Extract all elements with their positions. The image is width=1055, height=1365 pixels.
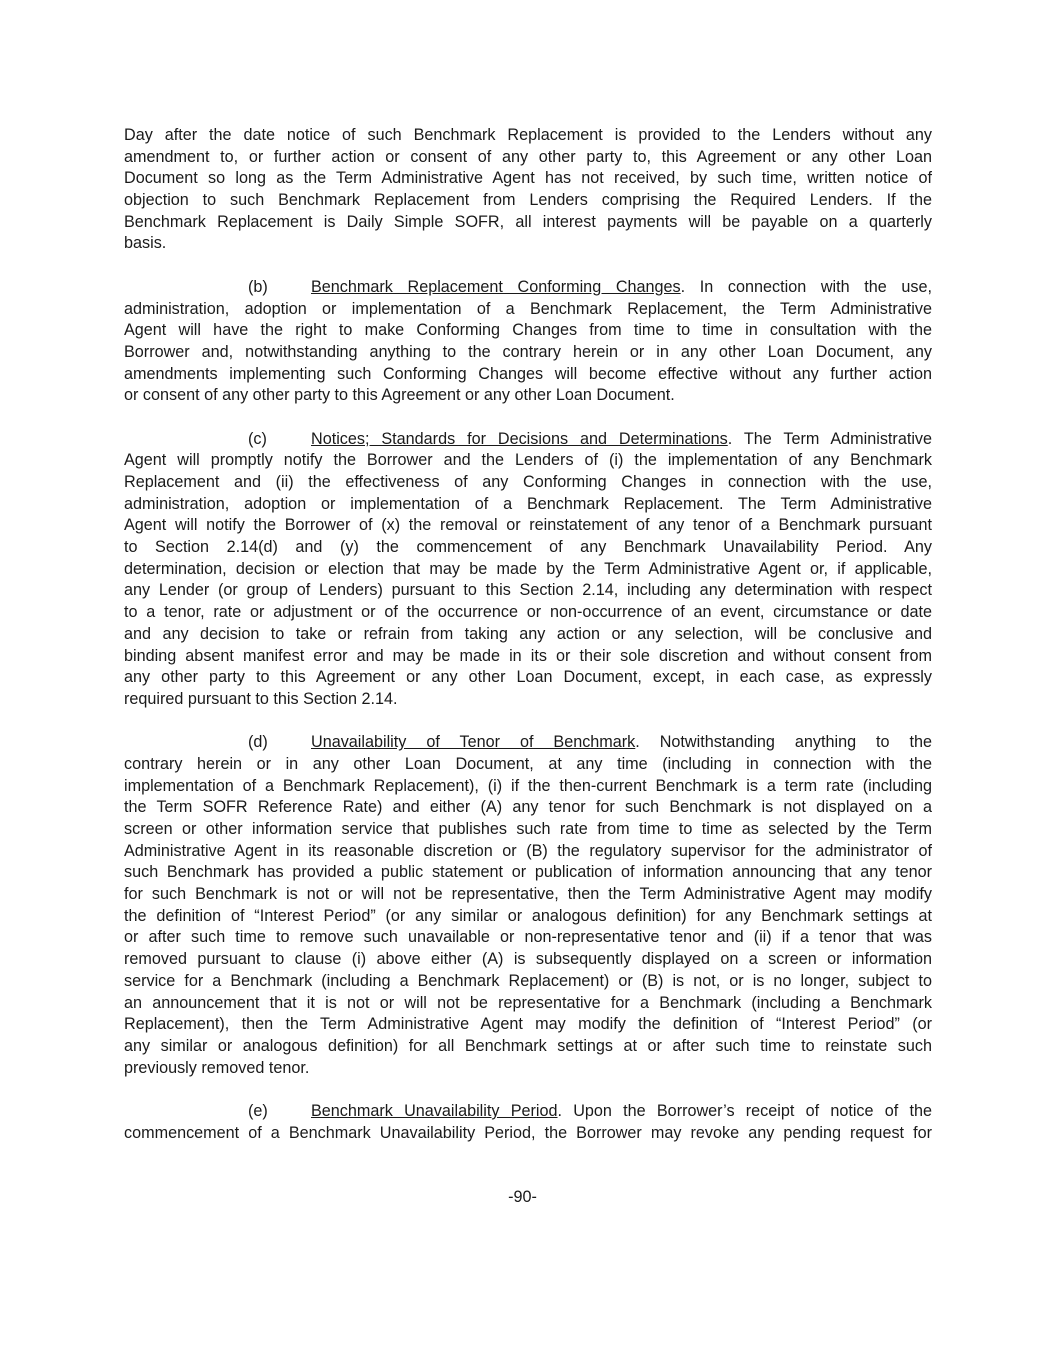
text-line: screen or other information service that publishes such rate from time to time as selected by the Term: [124, 820, 932, 838]
document-body: [124, 125, 932, 1166]
paragraph-lead: [311, 1101, 932, 1123]
text-line: administration, adoption or implementation of a Benchmark Replacement, the Term Administrative: [124, 299, 932, 318]
text-line: or consent of any other party to this Agreement or any other Loan Document.: [124, 386, 675, 405]
text-line: Day after the date notice of such Benchmark Replacement is provided to the Lenders without any: [124, 126, 932, 144]
text-line: Replacement), then the Term Administrative Agent may modify the definition of “Interest Period” (or: [124, 1015, 932, 1034]
text-line: service for a Benchmark (including a Benchmark Replacement) or (B) is not, or is no longer, subject to: [124, 971, 932, 990]
text-line: Replacement and (ii) the effectiveness of any Conforming Changes in connection with the use,: [124, 473, 932, 491]
text-line: implementation of a Benchmark Replacement), (i) if the then-current Benchmark is a term rate (including: [124, 776, 932, 795]
text-line: removed pursuant to clause (i) above either (A) is subsequently displayed on a screen or information: [124, 950, 932, 969]
paragraph-label: (c): [248, 429, 267, 448]
text-line: Administrative Agent in its reasonable discretion or (B) the regulatory supervisor for the administrator of: [124, 841, 932, 860]
section-paragraph-e: [124, 1101, 932, 1144]
text-line: such Benchmark has provided a public statement or publication of information announcing that any tenor: [124, 863, 932, 882]
text-line: basis.: [124, 234, 167, 253]
paragraph-first-line: [124, 1101, 932, 1123]
section-heading: Notices; Standards for Decisions and Determinations: [311, 429, 728, 448]
lead-text: . The Term Administrative: [727, 429, 932, 448]
section-heading: Unavailability of Tenor of Benchmark: [311, 733, 636, 752]
text-line: to a tenor, rate or adjustment or of the occurrence or non-occurrence of an event, circumstance or date: [124, 603, 932, 622]
text-line: contrary herein or in any other Loan Document, at any time (including in connection with the: [124, 754, 932, 773]
text-line: determination, decision or election that may be made by the Term Administrative Agent or, if applicable,: [124, 559, 932, 578]
paragraph-label: (d): [248, 733, 268, 752]
text-line: any similar or analogous definition) for all Benchmark settings at or after such time to reinstate such: [124, 1036, 932, 1055]
text-line: the Term SOFR Reference Rate) and either (A) any tenor for such Benchmark is not displayed on a: [124, 798, 932, 817]
text-line: Agent will have the right to make Conforming Changes from time to time in consultation with the: [124, 321, 932, 340]
text-line: objection to such Benchmark Replacement from Lenders comprising the Required Lenders. If the: [124, 191, 932, 210]
lead-text: . Upon the Borrower’s receipt of notice of the: [557, 1101, 932, 1120]
text-line: commencement of a Benchmark Unavailability Period, the Borrower may revoke any pending request for: [124, 1123, 932, 1142]
text-line: required pursuant to this Section 2.14.: [124, 689, 398, 708]
text-line: or after such time to remove such unavailable or non-representative tenor and (ii) if a tenor that was: [124, 928, 932, 947]
paragraph-first-line: [124, 732, 932, 754]
text-line: Agent will promptly notify the Borrower and the Lenders of (i) the implementation of any Benchmark: [124, 451, 932, 470]
text-line: Benchmark Replacement is Daily Simple SOFR, all interest payments will be payable on a quarterly: [124, 212, 932, 231]
text-line: the definition of “Interest Period” (or any similar or analogous definition) for any Benchmark settings at: [124, 906, 932, 925]
text-line: Borrower and, notwithstanding anything to the contrary herein or in any other Loan Document, any: [124, 342, 932, 361]
section-heading: Benchmark Unavailability Period: [311, 1101, 558, 1120]
lead-text: . Notwithstanding anything to the: [635, 733, 932, 752]
text-line: Agent will notify the Borrower of (x) the removal or reinstatement of any tenor of a Benchmark pursuant: [124, 516, 932, 535]
page-number: -90-: [508, 1188, 537, 1206]
paragraph-first-line: [124, 277, 932, 299]
section-paragraph-d: [124, 732, 932, 1079]
text-line: administration, adoption or implementation of a Benchmark Replacement. The Term Administrative: [124, 494, 932, 513]
paragraph-lead: [311, 732, 932, 754]
paragraph-label: (e): [248, 1101, 268, 1120]
paragraph-lead: [311, 429, 932, 451]
text-line: any Lender (or group of Lenders) pursuant to this Section 2.14, including any determination with respect: [124, 581, 932, 600]
text-line: to Section 2.14(d) and (y) the commencement of any Benchmark Unavailability Period. Any: [124, 538, 932, 557]
paragraph-first-line: [124, 429, 932, 451]
text-line: any other party to this Agreement or any other Loan Document, except, in each case, as expressly: [124, 668, 932, 687]
text-line: previously removed tenor.: [124, 1058, 310, 1077]
lead-text: . In connection with the use,: [680, 277, 932, 296]
section-paragraph-c: [124, 429, 932, 711]
text-line: for such Benchmark is not or will not be representative, then the Term Administrative Agent may modify: [124, 885, 932, 904]
text-line: amendment to, or further action or consent of any other party to, this Agreement or any other Loan: [124, 147, 932, 166]
text-line: an announcement that it is not or will not be representative for a Benchmark (including a Benchmark: [124, 993, 932, 1012]
text-line: binding absent manifest error and may be made in its or their sole discretion and without consent from: [124, 646, 932, 665]
continuation-paragraph: [124, 125, 932, 255]
text-line: and any decision to take or refrain from taking any action or any selection, will be conclusive and: [124, 624, 932, 643]
section-heading: Benchmark Replacement Conforming Changes: [311, 277, 681, 296]
text-line: Document so long as the Term Administrative Agent has not received, by such time, written notice of: [124, 169, 932, 188]
text-line: amendments implementing such Conforming Changes will become effective without any further action: [124, 364, 932, 383]
paragraph-label: (b): [248, 277, 268, 296]
paragraph-lead: [311, 277, 932, 299]
section-paragraph-b: [124, 277, 932, 407]
